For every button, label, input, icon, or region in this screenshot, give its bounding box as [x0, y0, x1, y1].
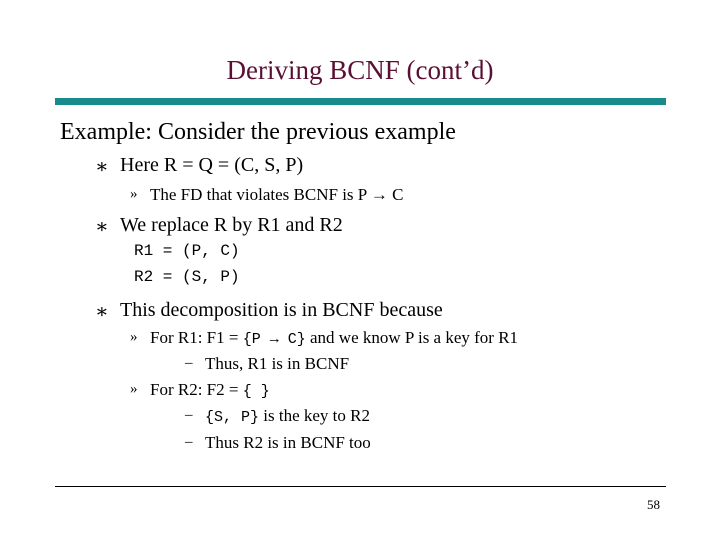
bullet-arrow-icon: »: [130, 186, 138, 202]
bullet-dash-icon: –: [185, 355, 193, 371]
bullet-star-icon: ∗: [95, 216, 109, 238]
slide-title: Deriving BCNF (cont’d): [226, 55, 494, 85]
bullet-arrow-icon: »: [130, 381, 138, 397]
r2-key-line: [205, 407, 370, 425]
bullet-star-icon: ∗: [95, 156, 109, 178]
footer-divider: [55, 486, 666, 487]
code-line-r2: R2 = (S, P): [134, 268, 240, 286]
code-line-r1: R1 = (P, C): [134, 242, 240, 260]
bullet-dash-icon: –: [185, 434, 193, 450]
bullet-arrow-icon: »: [130, 329, 138, 345]
r2-key-set: {S, P}: [205, 409, 260, 426]
item-2-text: We replace R by R1 and R2: [120, 214, 343, 236]
r1-intro: For R1: F1 =: [150, 328, 243, 347]
page-number: 58: [647, 497, 660, 512]
bullet-dash-icon: –: [185, 407, 193, 423]
item-1-subitem: The FD that violates BCNF is P → C: [150, 185, 404, 204]
r1-result: Thus, R1 is in BCNF: [205, 354, 350, 373]
r1-tail: and we know P is a key for R1: [305, 328, 519, 347]
item-3-text: This decomposition is in BCNF because: [120, 299, 443, 321]
r2-result: Thus R2 is in BCNF too: [205, 433, 371, 452]
example-heading: Example: Consider the previous example: [60, 119, 456, 145]
item-1-text: Here R = Q = (C, S, P): [120, 154, 304, 176]
r2-reason-line: [150, 381, 270, 399]
title-underline: [55, 98, 666, 105]
r1-reason-line: [150, 329, 518, 347]
bullet-star-icon: ∗: [95, 301, 109, 323]
r2-intro: For R2: F2 =: [150, 380, 243, 399]
r2-key-tail: is the key to R2: [259, 406, 370, 425]
r1-fd-set: {P → C}: [242, 331, 306, 348]
r2-fd-set: { }: [242, 383, 270, 400]
